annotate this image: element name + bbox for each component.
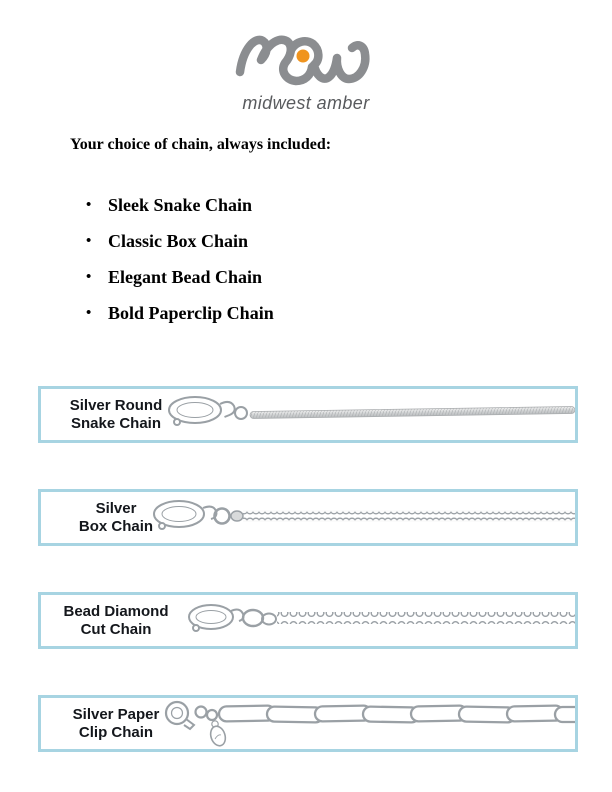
lobster-clasp-icon (189, 605, 276, 631)
list-item-label: Elegant Bead Chain (108, 266, 263, 287)
banner-label-line1: Silver Paper (72, 706, 160, 724)
list-item (86, 230, 274, 252)
box-chain-image (145, 492, 575, 543)
lobster-clasp-icon (154, 501, 243, 529)
bead-chain-image (181, 595, 575, 646)
bullet-icon: • (86, 268, 92, 285)
list-item-label: Bold Paperclip Chain (108, 302, 274, 323)
banner-label-line1: Bead Diamond (63, 603, 169, 621)
banner-snake-chain (38, 386, 578, 443)
banner-label-line2: Clip Chain (78, 723, 154, 741)
list-item (86, 302, 274, 324)
banner-box-chain (38, 489, 578, 546)
banner-label-line1: Silver (95, 500, 137, 518)
banner-label (41, 595, 191, 646)
bullet-icon: • (86, 304, 92, 321)
orange-dot-icon (297, 50, 310, 63)
list-item (86, 194, 274, 216)
chain-options-list (86, 194, 274, 338)
jewelry-tag-icon (208, 721, 227, 748)
intro-heading: Your choice of chain, always included: (70, 136, 332, 153)
brand-name: midwest amber (242, 93, 370, 113)
banner-label-line1: Silver Round (69, 397, 163, 415)
bullet-icon: • (86, 196, 92, 213)
mw-monogram-icon (231, 18, 381, 92)
paperclip-links (219, 706, 575, 723)
list-item (86, 266, 274, 288)
brand-logo (0, 18, 612, 114)
snake-chain-image (159, 389, 575, 440)
paperclip-chain-image (159, 698, 575, 749)
lobster-clasp-icon (166, 702, 217, 729)
list-item-label: Sleek Snake Chain (108, 194, 253, 215)
list-item-label: Classic Box Chain (108, 230, 249, 251)
lobster-clasp-icon (169, 397, 247, 425)
banner-paperclip-chain (38, 695, 578, 752)
banner-label-line2: Snake Chain (70, 414, 162, 432)
bullet-icon: • (86, 232, 92, 249)
banner-bead-chain (38, 592, 578, 649)
banner-label-line2: Cut Chain (80, 620, 152, 638)
banner-label-line2: Box Chain (78, 517, 154, 535)
